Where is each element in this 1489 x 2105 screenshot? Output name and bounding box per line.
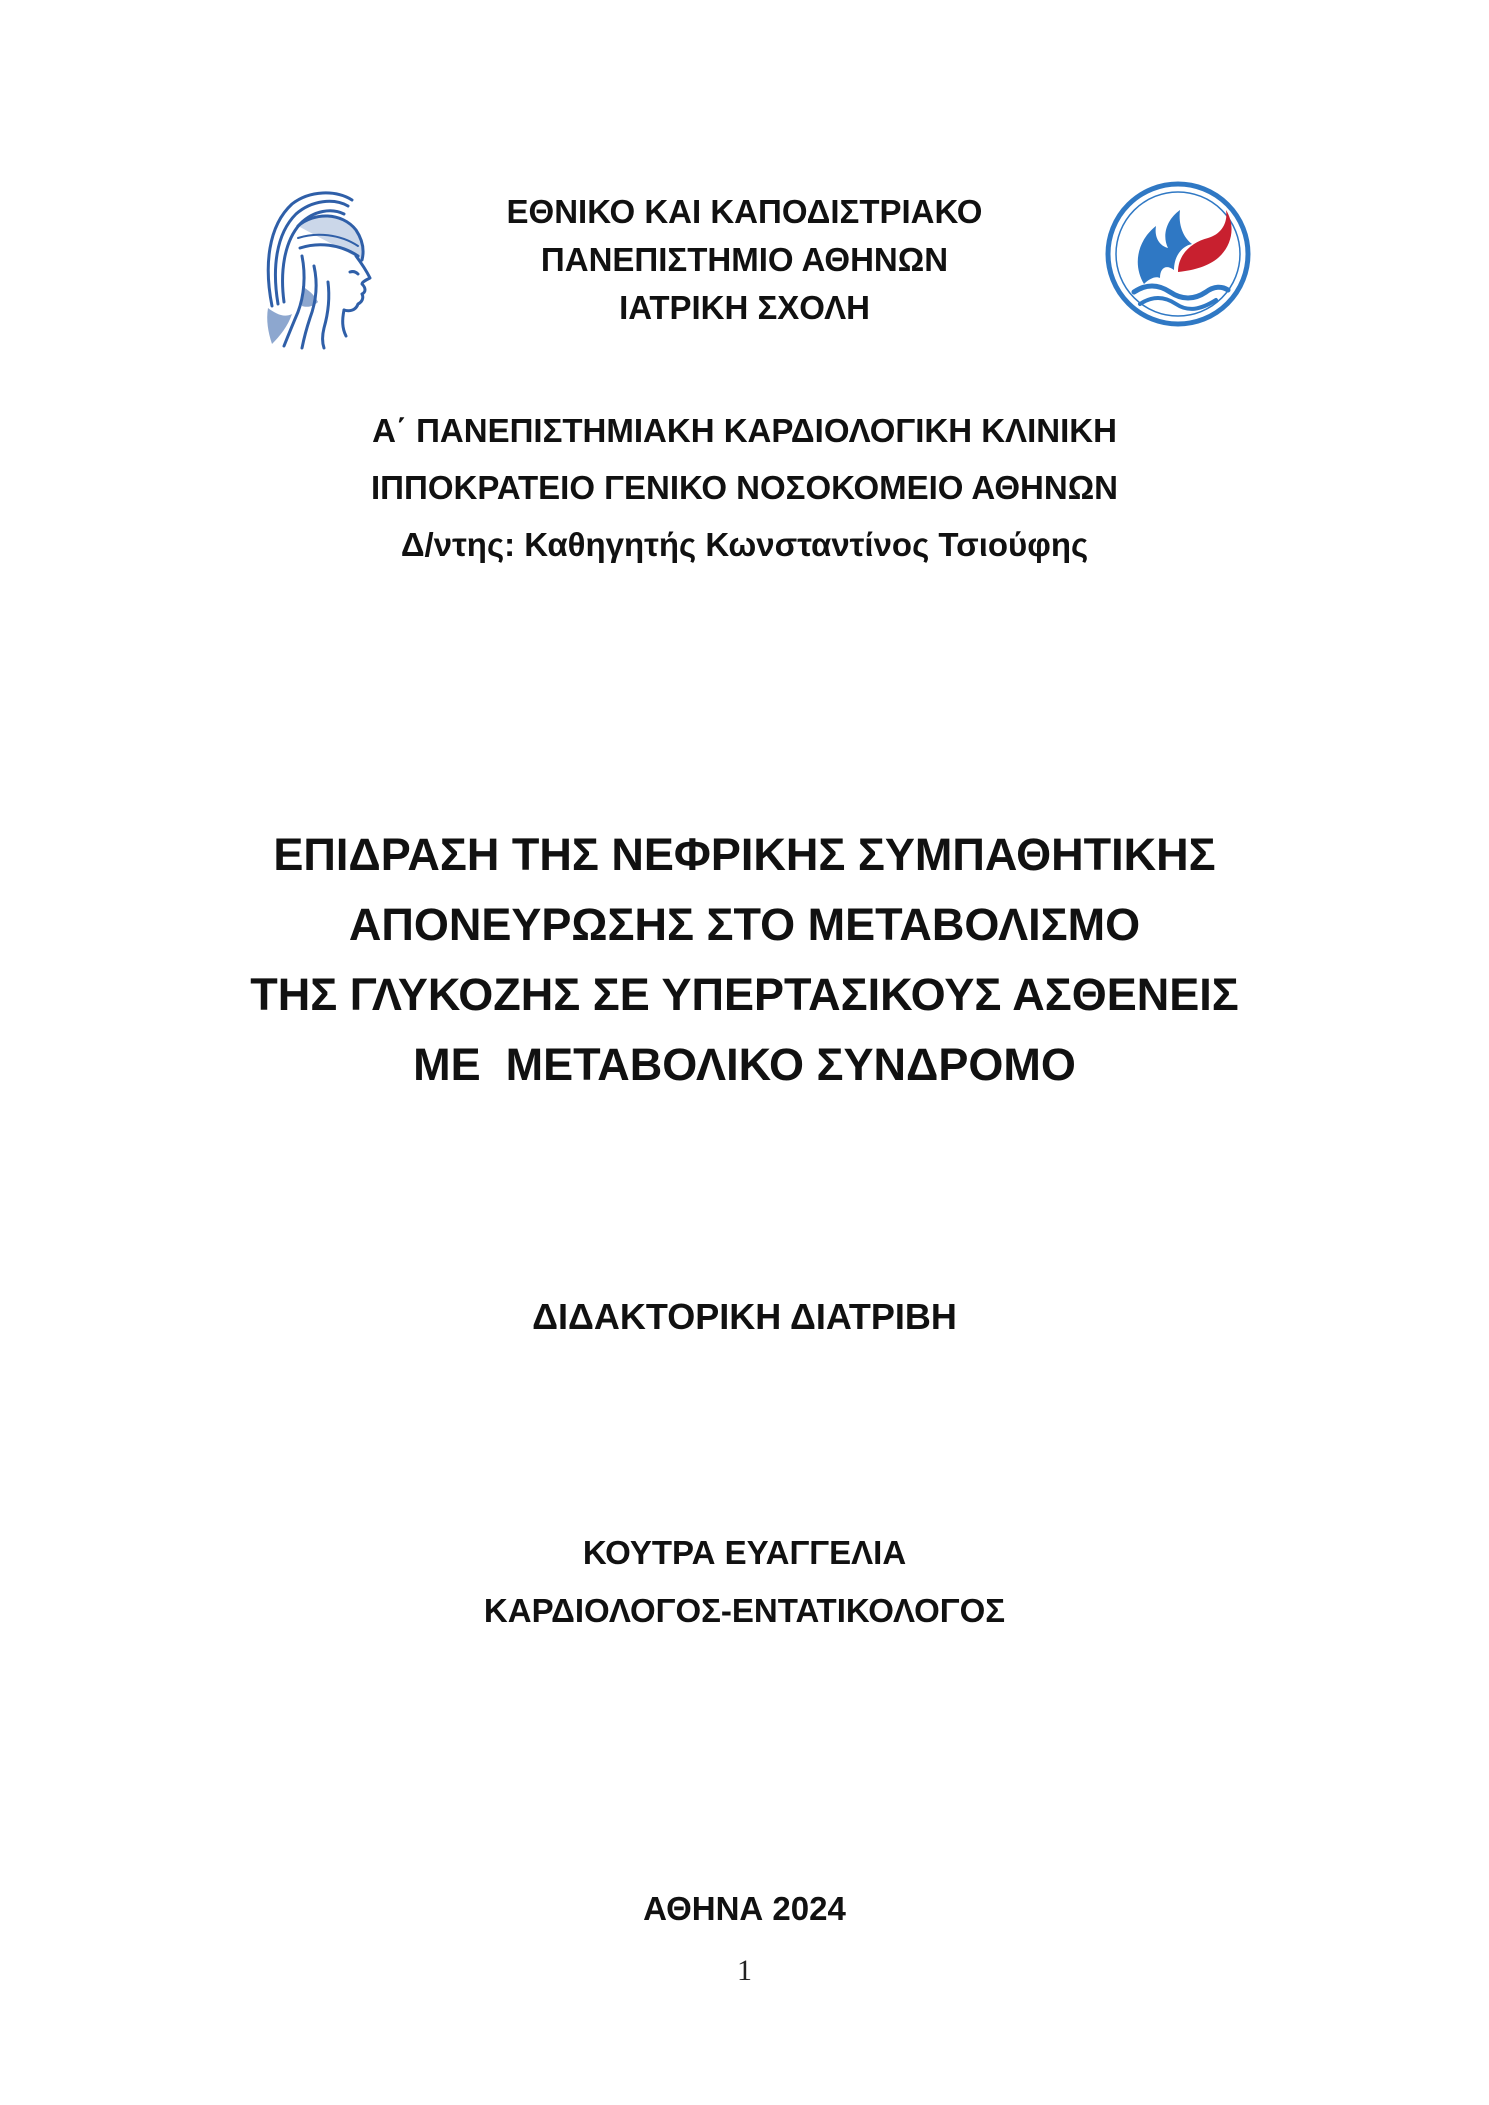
author-block bbox=[0, 1524, 1489, 1640]
clinic-name: Α΄ ΠΑΝΕΠΙΣΤΗΜΙΑΚΗ ΚΑΡΔΙΟΛΟΓΙΚΗ ΚΛΙΝΙΚΗ bbox=[372, 412, 1117, 449]
clinic-director: Δ/ντης: Καθηγητής Κωνσταντίνος Τσιούφης bbox=[400, 526, 1089, 563]
hospital-name: ΙΠΠΟΚΡΑΤΕΙΟ ΓΕΝΙΚΟ ΝΟΣΟΚΟΜΕΙΟ ΑΘΗΝΩΝ bbox=[371, 469, 1118, 506]
place-year: ΑΘΗΝΑ 2024 bbox=[643, 1890, 846, 1927]
thesis-title bbox=[0, 820, 1489, 1100]
university-line: ΕΘΝΙΚΟ ΚΑΙ ΚΑΠΟΔΙΣΤΡΙΑΚΟ bbox=[506, 193, 983, 230]
author-name: ΚΟΥΤΡΑ ΕΥΑΓΓΕΛΙΑ bbox=[582, 1534, 907, 1571]
document-type: ΔΙΔΑΚΤΟΡΙΚΗ ΔΙΑΤΡΙΒΗ bbox=[532, 1296, 957, 1337]
page-number: 1 bbox=[737, 1954, 752, 1987]
thesis-title-line: ΤΗΣ ΓΛΥΚΟΖΗΣ ΣΕ ΥΠΕΡΤΑΣΙΚΟΥΣ ΑΣΘΕΝΕΙΣ bbox=[250, 969, 1239, 1020]
clinic-header bbox=[0, 402, 1489, 573]
thesis-title-line: ΜΕ ΜΕΤΑΒΟΛΙΚΟ ΣΥΝΔΡΟΜΟ bbox=[413, 1039, 1076, 1090]
thesis-title-line: ΕΠΙΔΡΑΣΗ ΤΗΣ ΝΕΦΡΙΚΗΣ ΣΥΜΠΑΘΗΤΙΚΗΣ bbox=[273, 829, 1216, 880]
university-line: ΠΑΝΕΠΙΣΤΗΜΙΟ ΑΘΗΝΩΝ bbox=[540, 241, 949, 278]
thesis-title-line: ΑΠΟΝΕΥΡΩΣΗΣ ΣΤΟ ΜΕΤΑΒΟΛΙΣΜΟ bbox=[348, 899, 1141, 950]
university-header bbox=[0, 188, 1489, 332]
school-line: ΙΑΤΡΙΚΗ ΣΧΟΛΗ bbox=[619, 289, 870, 326]
author-specialty: ΚΑΡΔΙΟΛΟΓΟΣ-ΕΝΤΑΤΙΚΟΛΟΓΟΣ bbox=[483, 1592, 1006, 1629]
